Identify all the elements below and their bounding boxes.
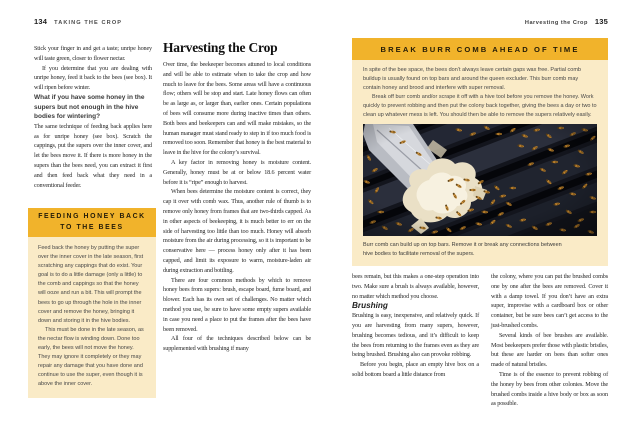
page-right — [320, 0, 640, 422]
left-page-column-1 — [34, 44, 152, 190]
paragraph: All four of the techniques described below can be supplemented with brushing if many — [163, 335, 311, 353]
paragraph: Before you begin, place an empty hive box on a solid bottom board a little distance from — [352, 361, 479, 378]
paragraph: Feed back the honey by putting the super over the inner cover in the late season, first scratching any cappings that do exist. Your goal is to do a little damage (only a little) to the comb and cappings so that the honey will ooze and run a bit. This will prompt the bees to go up through the hole in the inner cover and remove the honey, bringing it down and storing it in the hive bodies. — [38, 245, 144, 324]
paragraph: Over time, the beekeeper becomes attuned to local conditions and will be able to estimate when to take the crop and how much to leave for the bees. Some areas will have a continuous flow; others will be stop and start. Late honey flows can often be as large as, or larger than, earlier ones. Certain populations of bees will consume more during inactive times than others. Both bees and beekeepers can and will make mistakes, so the human manager must stand ready to step in if too much food is removed too soon. Remember that honey is the best material to leave in the hive for the colony’s survival. — [163, 61, 311, 157]
burr-comb-sidebar — [352, 38, 608, 266]
burr-comb-photo-graphic — [363, 124, 597, 236]
brushing-subhead: Brushing — [352, 301, 388, 311]
right-page-column-2 — [491, 272, 608, 409]
paragraph: Several kinds of bee brushes are available. Most beekeepers prefer those with plastic bristles, but these are harder on bees than softer ones made of natural bristles. — [491, 331, 608, 369]
paragraph: A key factor in removing honey is moisture content. Generally, honey must be at or below 18.6 percent water before it is “ripe” enough to harvest. — [163, 158, 311, 186]
page-number-right: 135 — [594, 17, 608, 26]
sidebar-body — [352, 60, 608, 120]
running-head-left — [34, 17, 122, 26]
running-head-left-text: TAKING THE CROP — [54, 20, 123, 26]
paragraph: When bees determine the moisture content is correct, they cap it over with comb wax. Thus, another rule of thumb is to remove only honey from frames that are two-thirds capped. As in other aspects of beekeeping, it is much better to err on the side of harvesting too little than too much. Honey will absorb moisture from the air during processing, so it is important to be conservative here — process honey only after it has been capped, and limit its exposure to warm, moisture-laden air during extraction and bottling. — [163, 188, 311, 274]
right-page-column-1 — [352, 272, 479, 380]
paragraph: bees remain, but this makes a one-step operation into two. Make sure a brush is always available, however, no matter which method you choose. — [352, 273, 479, 300]
running-head-right-text: Harvesting the Crop — [524, 20, 588, 26]
chapter-heading: Harvesting the Crop — [163, 40, 278, 55]
paragraph: Stick your finger in and get a taste; unripe honey will taste green, closer to flower nectar. — [34, 45, 152, 62]
left-page-column-2 — [163, 40, 311, 354]
paragraph: Time is of the essence to prevent robbing of the honey by bees from other colonies. Move the brushed combs inside a hive body or box as soon as possible. — [491, 370, 608, 408]
burr-comb-photo — [363, 124, 597, 236]
paragraph: Break off burr comb and/or scrape it off with a hive tool before you remove the honey. Work quickly to prevent robbing and then put the colony back together, giving the bees a day or two to clean up whatever mess is left. You should then be able to remove the supers relatively easily. — [363, 94, 597, 118]
sidebar-title: BREAK BURR COMB AHEAD OF TIME — [352, 38, 608, 60]
question-subhead: What if you have some honey in the supers but not enough in the hive bodies for wintering? — [34, 93, 145, 121]
paragraph: In spite of the bee space, the bees don’t always leave certain gaps wax free. Partial comb buildup is usually found on top bars and around the queen excluder. This burr comb may contain honey and brood and interfere with super removal. — [363, 67, 581, 91]
paragraph: There are four common methods by which to remove honey bees from supers: brush, escape board, fume board, and blower. Each has its own set of challenges. No matter which method you use, be sure to have some empty supers available in case you need a place to put the frames after the bees have been removed. — [163, 276, 311, 333]
paragraph: Brushing is easy, inexpensive, and relatively quick. If you are harvesting from many supers, however, brushing becomes tedious, and it’s difficult to keep the bees from returning to the frames even as they are being brushed. Brushing also can provoke robbing. — [352, 312, 479, 359]
paragraph: If you determine that you are dealing with unripe honey, feed it back to the bees (see box). It will ripen before winter. — [34, 64, 152, 92]
paragraph: the colony, where you can put the brushed combs one by one after the bees are removed. Cover it with a damp towel. If you don’t have an extra super, improvise with a cardboard box or other container, but be sure bees can’t get access to the just-brushed combs. — [491, 273, 608, 329]
feeding-honey-back-sidebar — [28, 208, 156, 398]
photo-caption: Burr comb can build up on top bars. Remove it or break any connections between hive bodies to facilitate removal of the supers. — [363, 242, 562, 257]
paragraph: The same technique of feeding back applies here as for unripe honey (see box). Scratch the cappings, put the supers over the inner cover, and let the bees move it. If there is more honey in the supers than the bees need, you can extract it first and then feed back what they need in a conventional feeder. — [34, 122, 152, 189]
sidebar-body — [28, 237, 156, 398]
page-number-left: 134 — [34, 17, 48, 26]
sidebar-title: FEEDING HONEY BACK TO THE BEES — [28, 208, 156, 237]
running-head-right — [525, 17, 608, 26]
paragraph: This must be done in the late season, as the nectar flow is winding down. Done too early, the bees will not move the honey. They may ignore it completely or they may repair any damage that you have done and continue to use the super, even though it is above the inner cover. — [38, 326, 144, 388]
